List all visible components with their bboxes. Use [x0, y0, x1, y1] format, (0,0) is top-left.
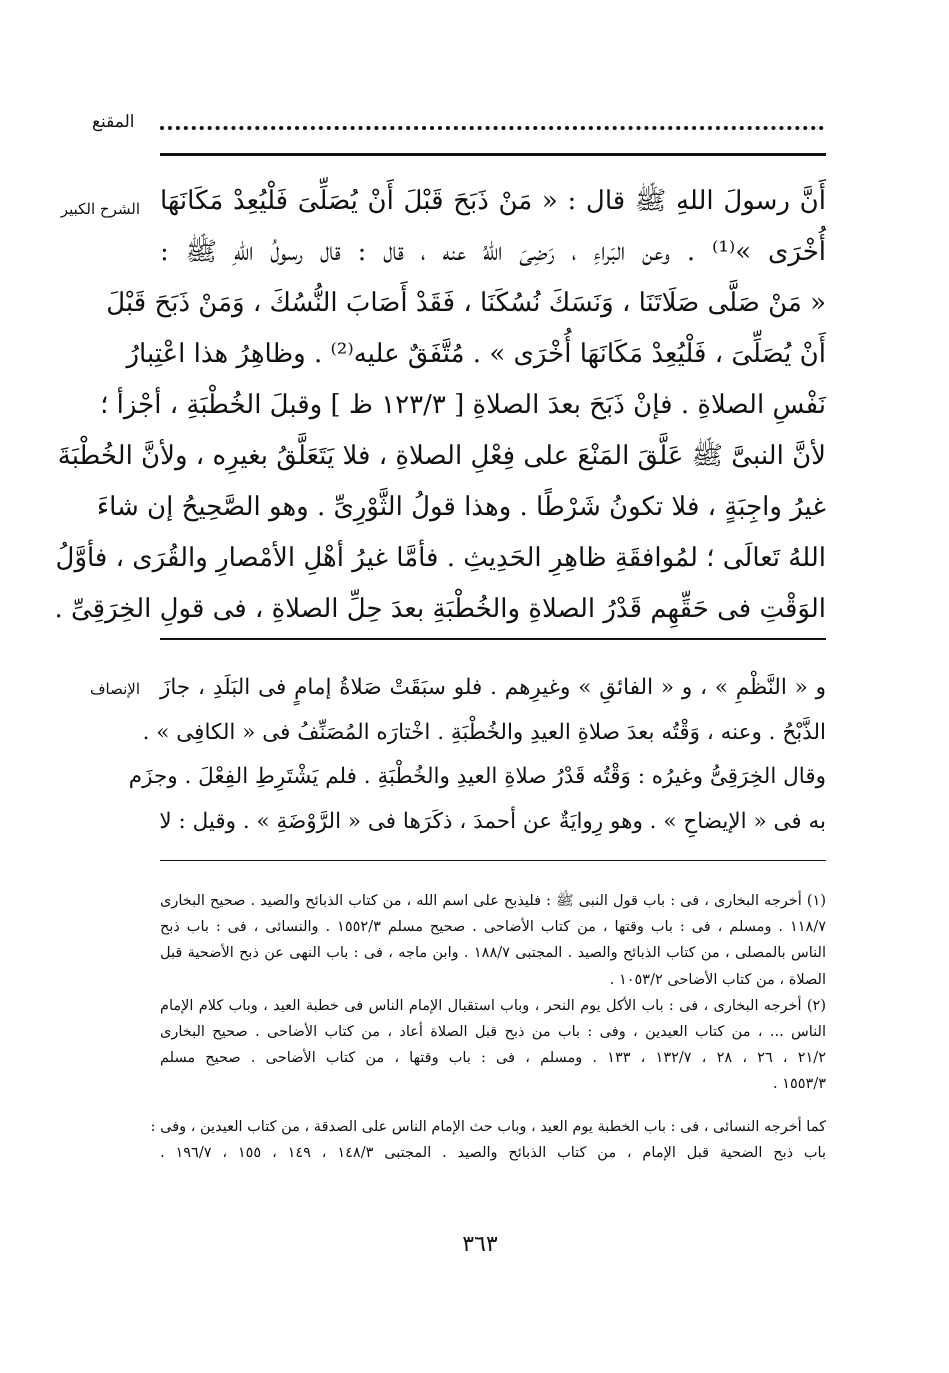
- footnote-rule: [160, 860, 826, 861]
- main-text-line: غيرُ واجِبَةٍ ، فلا تكونُ شَرْطًا . وهذا قولُ الثَّوْرِىِّ . وهو الصَّحِيحُ إن شاءَ: [96, 492, 826, 522]
- footnote-line: (١) أخرجه البخارى ، فى : باب قول النبى ﷺ : فليذبح على اسم الله ، من كتاب الذبائح والصيد . صحيح البخارى: [160, 893, 826, 909]
- main-text-line: أُخْرَى »⁽¹⁾ . وعن البَراءِ ، رَضِىَ اللهُ عنه ، قال : قال رسولُ اللهِ ﷺ :: [160, 237, 826, 267]
- footnote-line: باب ذبح الضحية قبل الإمام ، من كتاب الذبائح والصيد . المجتبى ١٤٨/٣ ، ١٤٩ ، ١٥٥ ، ١٩٦/٧ .: [160, 1144, 827, 1161]
- insaf-text-block: [128, 666, 826, 844]
- footnote-line: ١١٨/٧ . ومسلم ، فى : باب وقتها ، من كتاب الأضاحى . صحيح مسلم ١٥٥٢/٣ . والنسائى ، فى : باب ذبح: [160, 919, 826, 936]
- main-text-line: الوَقْتِ فى حَقِّهِم قَدْرُ الصلاةِ والخُطْبَةِ بعدَ حِلِّ الصلاةِ ، فى قولِ الخِرَقِىِّ .: [54, 594, 826, 624]
- footnote-line: الصلاة ، من كتاب الأضاحى ١٠٥٣/٢ .: [609, 971, 826, 988]
- footnote-line: الناس بالمصلى ، من كتاب الذبائح والصيد . المجتبى ١٨٨/٧ . وابن ماجه ، فى : باب النهى عن ذبح الأضحية قبل: [160, 945, 826, 962]
- margin-label-sharh: الشرح الكبير: [60, 200, 140, 218]
- section-separator-rule: [160, 638, 826, 640]
- main-text-line: نَفْسِ الصلاةِ . فإنْ ذَبَحَ بعدَ الصلاةِ [ ١٢٣/٣ ظ ] وقبلَ الخُطْبَةِ ، أجْزأ ؛: [100, 390, 826, 420]
- footnote-line: كما أخرجه النسائى ، فى : باب الخطبة يوم العيد ، وباب حث الإمام الناس على الصدقة ، من كتاب العيدين ، وفى :: [150, 1118, 826, 1135]
- header-rule: [160, 153, 826, 156]
- running-header-title: المقنع: [92, 112, 135, 132]
- page-number: ٣٦٣: [462, 1232, 498, 1257]
- footnote-gap: [160, 1098, 826, 1114]
- footnote-line: (٢) أخرجه البخارى ، فى : باب الأكل يوم النحر ، وباب استقبال الإمام الناس فى خطبة العيد ، وباب كلام الإمام: [160, 997, 826, 1014]
- header-dotted-leader: [160, 126, 824, 130]
- main-text-line: « مَنْ صَلَّى صَلَاتَنَا ، وَنَسَكَ نُسُكَنَا ، فَقَدْ أَصَابَ النُّسُكَ ، وَمَنْ ذَبَحَ قَبْلَ: [106, 288, 826, 318]
- footnote-line: ١٥٥٣/٣ .: [772, 1076, 826, 1093]
- footnote-line: الناس ... ، من كتاب العيدين ، وفى : باب من ذبح قبل الصلاة أعاد ، من كتاب الأضاحى . صحيح البخارى: [160, 1023, 826, 1040]
- insaf-text-line: الذَّبْحُ . وعنه ، وَقْتُه بعدَ صلاةِ العيدِ والخُطْبَةِ . اخْتارَه المُصَنِّفُ فى « الكافِى » .: [142, 719, 826, 745]
- main-text-line: أَنَّ رسولَ اللهِ ﷺ قال : « مَنْ ذَبَحَ قَبْلَ أَنْ يُصَلِّىَ فَلْيُعِدْ مَكَانَهَا: [160, 186, 826, 216]
- insaf-text-line: وقال الخِرَقِىُّ وغيرُه : وَقْتُه قَدْرُ صلاةِ العيدِ والخُطْبَةِ . فلم يَشْتَرِطِ الفِعْلَ . وجزَم: [128, 764, 826, 789]
- main-text-line: أَنْ يُصَلِّىَ ، فَلْيُعِدْ مَكَانَهَا أُخْرَى » . مُتَّفَقٌ عليه⁽²⁾ . وظاهِرُ هذا اعْتِبارُ: [126, 339, 826, 369]
- insaf-text-line: و « النَّظْمِ » ، و « الفائقِ » وغيرِهم . فلو سبَقَتْ صَلاةُ إمامٍ فى البَلَدِ ، جازَ: [160, 675, 826, 700]
- footnotes-block: [150, 888, 827, 1166]
- footnote-line: ٢١/٢ ، ٢٦ ، ٢٨ ، ١٣٢/٧ ، ١٣٣ . ومسلم ، فى : باب وقتها ، من كتاب الأضاحى . صحيح مسلم: [160, 1050, 826, 1067]
- margin-label-insaf: الإنصاف: [89, 680, 140, 698]
- main-text-line: اللهُ تَعالَى ؛ لمُوافقَةِ ظاهِرِ الحَدِيثِ . فأمَّا غيرُ أهْلِ الأمْصارِ والقُرَى ، فأوَّلُ: [55, 543, 826, 573]
- main-text-line: لأنَّ النبىَّ ﷺ عَلَّقَ المَنْعَ على فِعْلِ الصلاةِ ، فلا يَتَعَلَّقُ بغيرِه ، ولأنَّ الخُطْبَةَ: [57, 441, 826, 471]
- insaf-text-line: به فى « الإيضاحِ » . وهو رِوايَةٌ عن أحمدَ ، ذكَرَها فى « الرَّوْضَةِ » . وقيل : لا: [159, 808, 826, 834]
